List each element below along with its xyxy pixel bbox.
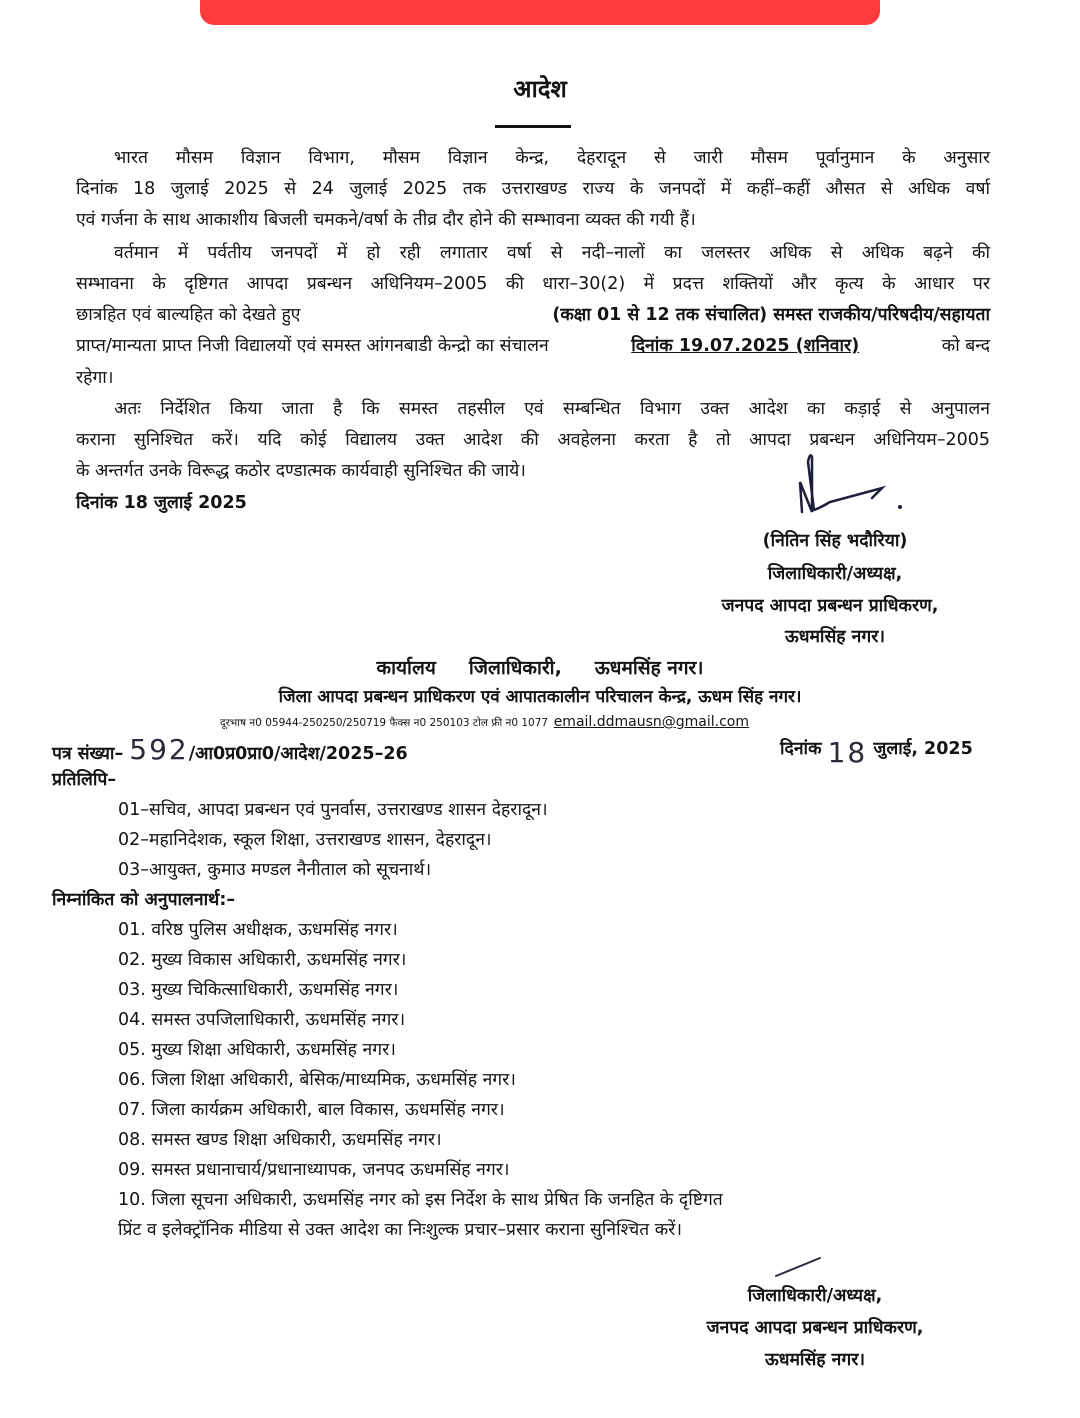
compliance-item-10-cont: प्रिंट व इलेक्ट्रॉनिक मीडिया से उक्त आदेश का निःशुल्क प्रचार–प्रसार कराना सुनिश्चित करें।: [118, 1220, 682, 1240]
contact-numbers: दूरभाष न0 05944-250250/250719 फैक्स न0 250103 टोल फ्री न0 1077: [220, 717, 549, 729]
compliance-item: 07. जिला कार्यक्रम अधिकारी, बाल विकास, ऊधमसिंह नगर।: [118, 1100, 505, 1120]
para2-line4: [76, 333, 990, 359]
signatory-authority: जनपद आपदा प्रबन्धन प्राधिकरण,: [721, 596, 939, 616]
compliance-item: 03. मुख्य चिकित्साधिकारी, ऊधमसिंह नगर।: [118, 980, 399, 1000]
copy-item: 01–सचिव, आपदा प्रबन्धन एवं पुनर्वास, उत्तराखण्ड शासन देहरादून।: [118, 800, 548, 820]
para2-line2: सम्भावना के दृष्टिगत आपदा प्रबन्धन अधिनियम–2005 की धारा–30(2) में प्रदत्त शक्तियों और कृत्य के आधार पर: [76, 274, 990, 294]
letter-number-handwritten: 592: [129, 733, 189, 766]
para2-line3-normal: छात्रहित एवं बाल्यहित को देखते हुए: [76, 305, 301, 325]
para3-line3: के अन्तर्गत उनके विरूद्ध कठोर दण्डात्मक कार्यवाही सुनिश्चित की जाये।: [76, 461, 526, 481]
copy-heading: प्रतिलिपि–: [52, 770, 117, 790]
para2-line3: [76, 302, 990, 328]
letter-number-label: पत्र संख्या–: [52, 744, 124, 764]
title-underline: [495, 125, 571, 128]
footer-place: ऊधमसिंह नगर।: [764, 1350, 866, 1370]
para2-line5: रहेगा।: [76, 368, 114, 388]
para2-line4-end: को बन्द: [941, 336, 990, 356]
signatory-designation: जिलाधिकारी/अध्यक्ष,: [767, 564, 903, 584]
email-link[interactable]: email.ddmausn@gmail.com: [553, 714, 750, 730]
compliance-heading: निम्नांकित को अनुपालनार्थ:–: [52, 890, 236, 910]
order-date: दिनांक 18 जुलाई 2025: [76, 493, 247, 513]
signatory-place: ऊधमसिंह नगर।: [784, 627, 886, 647]
signature-icon: [790, 452, 910, 522]
footer-designation: जिलाधिकारी/अध्यक्ष,: [747, 1286, 883, 1306]
compliance-item: 08. समस्त खण्ड शिक्षा अधिकारी, ऊधमसिंह नगर।: [118, 1130, 442, 1150]
office-subtitle: [0, 684, 1080, 710]
letter-number-row: [52, 733, 408, 767]
para2-line3-bold: (कक्षा 01 से 12 तक संचालित) समस्त राजकीय/परिषदीय/सहायता: [552, 305, 990, 325]
compliance-item: 04. समस्त उपजिलाधिकारी, ऊधमसिंह नगर।: [118, 1010, 406, 1030]
para1-line3: एवं गर्जना के साथ आकाशीय बिजली चमकने/वर्षा के तीव्र दौर होने की सम्भावना व्यक्त की गयी हैं।: [76, 210, 696, 230]
letter-date-label: दिनांक: [780, 739, 822, 759]
para3-line1: अतः निर्देशित किया जाता है कि समस्त तहसील एवं सम्बन्धित विभाग उक्त आदेश का कड़ाई से अनुपालन: [114, 399, 990, 419]
letter-date-handwritten: 18: [827, 736, 868, 769]
footer-authority: जनपद आपदा प्रबन्धन प्राधिकरण,: [706, 1318, 924, 1338]
office-subtitle-text: जिला आपदा प्रबन्धन प्राधिकरण एवं आपातकालीन परिचालन केन्द्र, ऊधम सिंह नगर।: [278, 687, 802, 707]
letter-number-suffix: /आ0प्र0प्रा0/आदेश/2025–26: [188, 744, 408, 764]
office-name: कार्यालय जिलाधिकारी, ऊधमसिंह नगर।: [376, 657, 704, 679]
office-contact: [220, 708, 749, 736]
letter-date-row: [780, 732, 973, 769]
para2-line1: वर्तमान में पर्वतीय जनपदों में हो रही लगातार वर्षा से नदी–नालों का जलस्तर अधिक से अधिक बढ़ने की: [114, 243, 990, 263]
compliance-item: 02. मुख्य विकास अधिकारी, ऊधमसिंह नगर।: [118, 950, 407, 970]
compliance-item: 05. मुख्य शिक्षा अधिकारी, ऊधमसिंह नगर।: [118, 1040, 396, 1060]
para2-line4-bold: प्राप्त/मान्यता प्राप्त निजी विद्यालयों एवं समस्त आंगनबाडी केन्द्रो का संचालन: [76, 336, 549, 356]
compliance-item: 01. वरिष्ठ पुलिस अधीक्षक, ऊधमसिंह नगर।: [118, 920, 398, 940]
compliance-item: 09. समस्त प्रधानाचार्य/प्रधानाध्यापक, जनपद ऊधमसिंह नगर।: [118, 1160, 510, 1180]
copy-item: 02–महानिदेशक, स्कूल शिक्षा, उत्तराखण्ड शासन, देहरादून।: [118, 830, 492, 850]
para1-line1: भारत मौसम विज्ञान विभाग, मौसम विज्ञान केन्द्र, देहरादून से जारी मौसम पूर्वानुमान के अनुसार: [114, 148, 990, 168]
signatory-name: (नितिन सिंह भदौरिया): [762, 531, 908, 551]
compliance-item: 06. जिला शिक्षा अधिकारी, बेसिक/माध्यमिक, ऊधमसिंह नगर।: [118, 1070, 516, 1090]
para3-line2: कराना सुनिश्चित करें। यदि कोई विद्यालय उक्त आदेश की अवहेलना करता है तो आपदा प्रबन्धन अधिनियम–2005: [76, 430, 990, 450]
letter-date-suffix: जुलाई, 2025: [873, 739, 973, 759]
initials-icon: [770, 1252, 830, 1282]
copy-item: 03–आयुक्त, कुमाउ मण्डल नैनीताल को सूचनार्थ।: [118, 860, 432, 880]
para1-line2: दिनांक 18 जुलाई 2025 से 24 जुलाई 2025 तक उत्तराखण्ड राज्य के जनपदों में कहीं–कहीं औसत से अधिक वर्षा: [76, 179, 990, 199]
page-title: आदेश: [513, 75, 567, 103]
closure-date: दिनांक 19.07.2025 (शनिवार): [631, 336, 860, 356]
compliance-item-10: 10. जिला सूचना अधिकारी, ऊधमसिंह नगर को इस निर्देश के साथ प्रेषित कि जनहित के दृष्टिगत: [118, 1190, 723, 1210]
